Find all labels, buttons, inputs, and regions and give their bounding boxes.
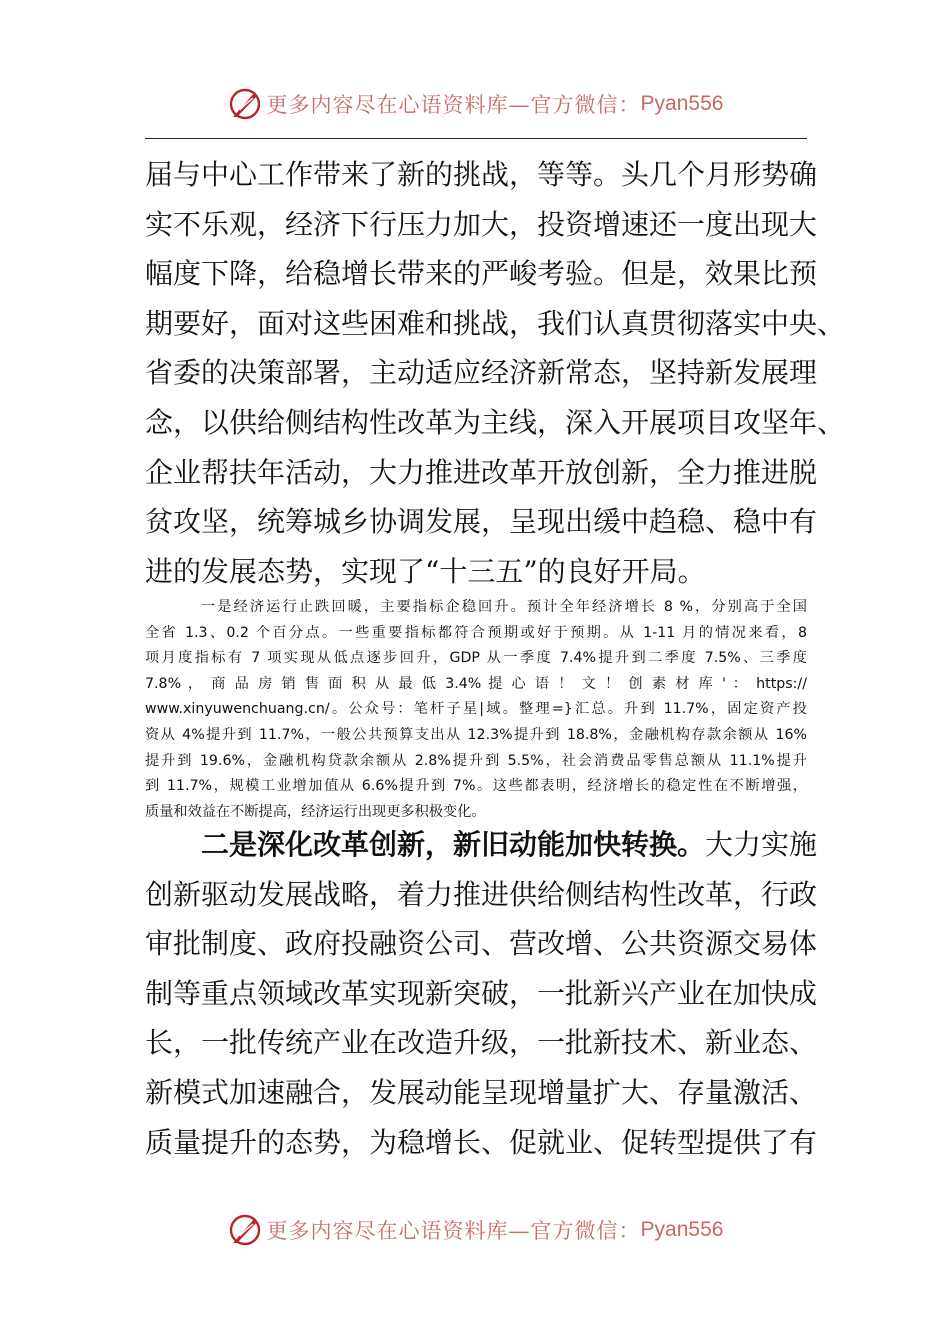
text-line: 一是经济运行止跌回暖，主要指标企稳回升。预计全年经济增长 8 %，分别高于全国 bbox=[201, 599, 807, 615]
text-line: 全省 1.3、0.2 个百分点。一些重要指标都符合预期或好于预期。从 1-11 月的情况来看，8 bbox=[145, 624, 807, 641]
text-line: 创新驱动发展战略，着力推进供给侧结构性改革，行政 bbox=[145, 877, 818, 911]
footer-banner-id: Pyan556 bbox=[640, 1218, 724, 1241]
text-line: 实不乐观，经济下行压力加大，投资增速还一度出现大 bbox=[145, 207, 818, 241]
section-heading: 二是深化改革创新，新旧动能加快转换。 bbox=[201, 828, 706, 861]
text-line: 审批制度、政府投融资公司、营改增、公共资源交易体 bbox=[145, 927, 818, 961]
body-paragraph-3 bbox=[145, 820, 818, 1167]
body-paragraph-2 bbox=[145, 595, 807, 825]
header-divider bbox=[145, 138, 807, 139]
text-line bbox=[145, 820, 818, 870]
header-banner-id: Pyan556 bbox=[640, 92, 724, 115]
quill-logo-icon bbox=[227, 86, 263, 122]
text-line: 念，以供给侧结构性改革为主线，深入开展项目攻坚年、 bbox=[145, 405, 846, 439]
text-line: 7.8% ， 商 品 房 销 售 面 积 从 最 低 3.4% 提 心 语 ！ 文 ！ 创 素 材 库 ' ： https:// bbox=[145, 675, 807, 692]
text-line: 企业帮扶年活动，大力推进改革开放创新，全力推进脱 bbox=[145, 455, 818, 489]
header-banner-text: 更多内容尽在心语资料库—官方微信： bbox=[266, 93, 641, 117]
text-line: 新模式加速融合，发展动能呈现增量扩大、存量激活、 bbox=[145, 1075, 818, 1109]
text-line: 届与中心工作带来了新的挑战，等等。头几个月形势确 bbox=[145, 158, 818, 191]
text-line: 贫攻坚，统筹城乡协调发展，呈现出缓中趋稳、稳中有 bbox=[145, 505, 818, 539]
text-line: 资从 4%提升到 11.7%，一般公共预算支出从 12.3%提升到 18.8%，金融机构存款余额从 16% bbox=[145, 726, 807, 743]
text-line: 质量提升的态势，为稳增长、促就业、促转型提供了有 bbox=[145, 1125, 818, 1159]
body-paragraph-1 bbox=[145, 150, 846, 596]
text-line: www.xinyuwenchuang.cn/。公众号：笔杆子星|域。整理=}汇总。升到 11.7%，固定资产投 bbox=[145, 701, 807, 718]
text-line-rest: 大力实施 bbox=[705, 828, 818, 861]
text-line: 质量和效益在不断提高，经济运行出现更多积极变化。 bbox=[145, 803, 486, 820]
footer-banner bbox=[0, 1210, 950, 1250]
header-banner bbox=[0, 84, 950, 124]
quill-logo-icon bbox=[227, 1212, 263, 1248]
text-line: 制等重点领域改革实现新突破，一批新兴产业在加快成 bbox=[145, 976, 818, 1010]
text-line: 期要好，面对这些困难和挑战，我们认真贯彻落实中央、 bbox=[145, 306, 846, 340]
text-line: 进的发展态势，实现了“十三五”的良好开局。 bbox=[145, 554, 706, 588]
text-line: 幅度下降，给稳增长带来的严峻考验。但是，效果比预 bbox=[145, 257, 818, 291]
text-line: 提升到 19.6%，金融机构贷款余额从 2.8%提升到 5.5%，社会消费品零售总额从 11.1%提升 bbox=[145, 752, 807, 769]
text-line: 长，一批传统产业在改造升级，一批新技术、新业态、 bbox=[145, 1026, 818, 1060]
text-line: 到 11.7%，规模工业增加值从 6.6%提升到 7%。这些都表明，经济增长的稳定性在不断增强， bbox=[145, 778, 807, 795]
text-line: 项月度指标有 7 项实现从低点逐步回升，GDP 从一季度 7.4%提升到二季度 7.5%、三季度 bbox=[145, 650, 807, 667]
footer-banner-text: 更多内容尽在心语资料库—官方微信： bbox=[266, 1219, 641, 1243]
text-line: 省委的决策部署，主动适应经济新常态，坚持新发展理 bbox=[145, 356, 818, 390]
